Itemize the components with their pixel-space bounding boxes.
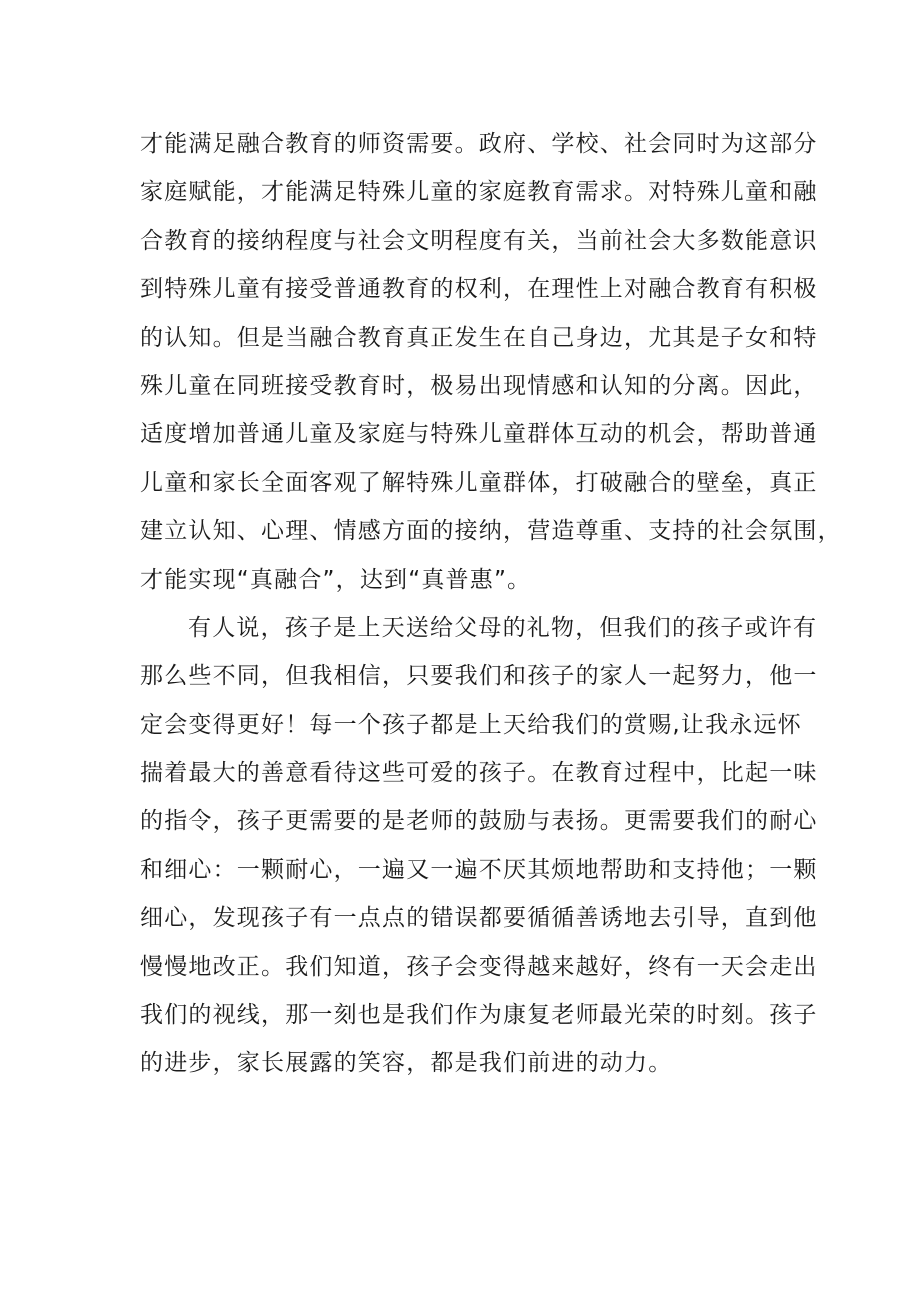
paragraph-1	[140, 120, 842, 604]
text-line: 有人说，孩子是上天送给父母的礼物，但我们的孩子或许有	[188, 614, 818, 641]
text-line: 家庭赋能，才能满足特殊儿童的家庭教育需求。对特殊儿童和融	[140, 179, 818, 206]
text-line: 慢慢地改正。我们知道，孩子会变得越来越好，终有一天会走出	[140, 953, 818, 980]
paragraph-2	[140, 604, 818, 1088]
text-line: 的认知。但是当融合教育真正发生在自己身边，尤其是子女和特	[140, 324, 818, 351]
text-line: 的进步，家长展露的笑容，都是我们前进的动力。	[140, 1050, 673, 1077]
text-line: 的指令，孩子更需要的是老师的鼓励与表扬。更需要我们的耐心	[140, 808, 818, 835]
text-line: 儿童和家长全面客观了解特殊儿童群体，打破融合的壁垒，真正	[140, 469, 818, 496]
text-line: 殊儿童在同班接受教育时，极易出现情感和认知的分离。因此，	[140, 372, 818, 399]
text-line: 和细心：一颗耐心，一遍又一遍不厌其烦地帮助和支持他；一颗	[140, 856, 818, 883]
text-line: 到特殊儿童有接受普通教育的权利，在理性上对融合教育有积极	[140, 276, 818, 303]
text-line: 适度增加普通儿童及家庭与特殊儿童群体互动的机会，帮助普通	[140, 421, 818, 448]
text-line: 定会变得更好！每一个孩子都是上天给我们的赏赐,让我永远怀	[140, 711, 802, 738]
text-line: 那么些不同，但我相信，只要我们和孩子的家人一起努力，他一	[140, 663, 818, 690]
body-text	[140, 120, 842, 1088]
text-line: 我们的视线，那一刻也是我们作为康复老师最光荣的时刻。孩子	[140, 1002, 818, 1029]
text-line: 建立认知、心理、情感方面的接纳，营造尊重、支持的社会氛围，	[140, 518, 842, 545]
text-line: 才能满足融合教育的师资需要。政府、学校、社会同时为这部分	[140, 131, 818, 157]
text-line: 细心，发现孩子有一点点的错误都要循循善诱地去引导，直到他	[140, 905, 818, 932]
text-line: 才能实现“真融合”，达到“真普惠”。	[140, 566, 532, 593]
text-line: 揣着最大的善意看待这些可爱的孩子。在教育过程中，比起一味	[140, 760, 818, 787]
text-line: 合教育的接纳程度与社会文明程度有关，当前社会大多数能意识	[140, 227, 818, 254]
